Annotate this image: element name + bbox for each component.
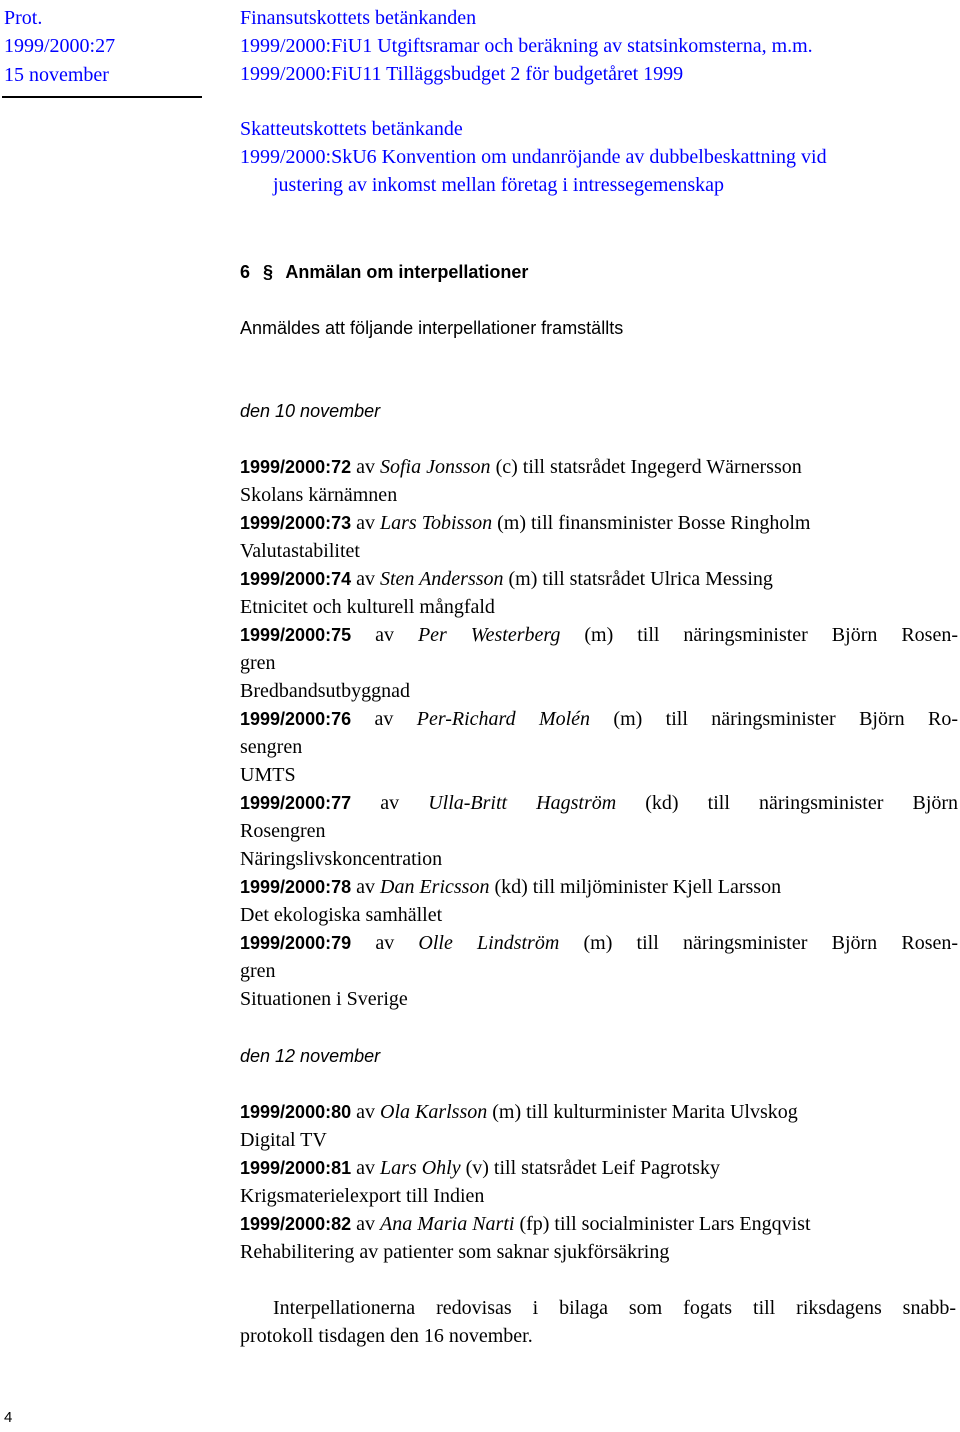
- fiu-heading: Finansutskottets betänkanden: [240, 7, 477, 29]
- interpellation-line: [240, 929, 958, 957]
- interpellation-topic: Näringslivskoncentration: [240, 848, 443, 870]
- interpellation-line-continued: gren: [240, 960, 276, 982]
- interpellation-recipient: (m) till näringsminister Björn Ro-: [613, 708, 958, 730]
- section-intro: Anmäldes att följande interpellationer framställts: [240, 318, 624, 338]
- interpellation-author: Lars Ohly: [380, 1157, 461, 1179]
- interpellation-av: av: [375, 624, 394, 646]
- interpellation-topic: Valutastabilitet: [240, 540, 360, 562]
- interpellation-recipient: (m) till finansminister Bosse Ringholm: [497, 512, 811, 534]
- interpellation-recipient: (kd) till näringsminister Björn: [645, 792, 959, 814]
- section-heading: [240, 258, 528, 286]
- fiu1-line: 1999/2000:FiU1 Utgiftsramar och beräkning av statsinkomsterna, m.m.: [240, 35, 813, 57]
- interpellation-recipient: (kd) till miljöminister Kjell Larsson: [494, 876, 782, 898]
- section-sign: §: [263, 262, 274, 282]
- interpellation-number: 1999/2000:76: [240, 709, 352, 729]
- interpellation-author: Ulla-Britt Hagström: [428, 792, 617, 814]
- margin-rule: [2, 96, 202, 98]
- interpellation-av: av: [356, 456, 375, 478]
- interpellation-av: av: [356, 1157, 375, 1179]
- sku6-line2: justering av inkomst mellan företag i intressegemenskap: [273, 174, 724, 196]
- interpellation-av: av: [356, 568, 375, 590]
- interpellation-number: 1999/2000:77: [240, 793, 352, 813]
- interpellation-av: av: [380, 792, 400, 814]
- interpellation-line: [240, 1210, 811, 1238]
- interpellation-recipient: (fp) till socialminister Lars Engqvist: [519, 1213, 811, 1235]
- interpellation-number: 1999/2000:78: [240, 877, 352, 897]
- interpellation-line-continued: sengren: [240, 736, 303, 758]
- interpellation-number: 1999/2000:74: [240, 569, 352, 589]
- interpellation-author: Dan Ericsson: [380, 876, 490, 898]
- interpellation-line: [240, 565, 773, 593]
- interpellation-av: av: [375, 932, 395, 954]
- interpellation-recipient: (m) till näringsminister Björn Rosen-: [584, 624, 958, 646]
- interpellation-line: [240, 705, 958, 733]
- interpellation-line: [240, 873, 781, 901]
- interpellation-line: [240, 1154, 720, 1182]
- margin-session: 1999/2000:27: [4, 35, 116, 57]
- interpellation-number: 1999/2000:73: [240, 513, 352, 533]
- interpellation-author: Sofia Jonsson: [380, 456, 491, 478]
- interpellation-line-continued: Rosengren: [240, 820, 326, 842]
- closing-line2: protokoll tisdagen den 16 november.: [240, 1325, 533, 1347]
- page-number: 4: [4, 1409, 13, 1426]
- interpellation-number: 1999/2000:75: [240, 625, 352, 645]
- closing-line1: Interpellationerna redovisas i bilaga som fogats till riksdagens snabb-: [273, 1297, 956, 1319]
- sku6-line1: 1999/2000:SkU6 Konvention om undanröjande av dubbelbeskattning vid: [240, 146, 827, 168]
- interpellation-number: 1999/2000:82: [240, 1214, 352, 1234]
- interpellation-recipient: (v) till statsrådet Leif Pagrotsky: [465, 1157, 720, 1179]
- interpellation-topic: Krigsmaterielexport till Indien: [240, 1185, 485, 1207]
- interpellation-author: Olle Lindström: [418, 932, 560, 954]
- interpellation-topic: Situationen i Sverige: [240, 988, 408, 1010]
- interpellation-av: av: [374, 708, 394, 730]
- sku-heading: Skatteutskottets betänkande: [240, 118, 463, 140]
- interpellation-number: 1999/2000:81: [240, 1158, 352, 1178]
- interpellation-line: [240, 1098, 798, 1126]
- interpellation-recipient: (m) till kulturminister Marita Ulvskog: [492, 1101, 798, 1123]
- interpellation-author: Per Westerberg: [417, 624, 561, 646]
- interpellation-line: [240, 621, 958, 649]
- interpellation-topic: Etnicitet och kulturell mångfald: [240, 596, 495, 618]
- interpellation-number: 1999/2000:80: [240, 1102, 352, 1122]
- interpellation-av: av: [356, 1101, 375, 1123]
- interpellation-line: [240, 789, 958, 817]
- interpellation-topic: UMTS: [240, 764, 296, 786]
- interpellation-topic: Bredbandsutbyggnad: [240, 680, 410, 702]
- interpellation-recipient: (c) till statsrådet Ingegerd Wärnersson: [495, 456, 802, 478]
- interpellation-author: Per-Richard Molén: [416, 708, 591, 730]
- date-heading-2: den 12 november: [240, 1046, 381, 1066]
- interpellation-topic: Digital TV: [240, 1129, 327, 1151]
- interpellation-topic: Rehabilitering av patienter som saknar sjukförsäkring: [240, 1241, 670, 1263]
- section-title: Anmälan om interpellationer: [285, 262, 529, 282]
- section-number: 6: [240, 262, 251, 282]
- interpellation-line: [240, 453, 802, 481]
- interpellation-author: Lars Tobisson: [380, 512, 493, 534]
- interpellation-number: 1999/2000:72: [240, 457, 352, 477]
- interpellation-av: av: [356, 512, 375, 534]
- interpellation-av: av: [356, 1213, 375, 1235]
- margin-prot: Prot.: [4, 7, 43, 29]
- interpellation-author: Ola Karlsson: [380, 1101, 488, 1123]
- interpellation-topic: Det ekologiska samhället: [240, 904, 443, 926]
- interpellation-recipient: (m) till statsrådet Ulrica Messing: [508, 568, 773, 590]
- margin-date: 15 november: [4, 64, 109, 86]
- interpellation-topic: Skolans kärnämnen: [240, 484, 398, 506]
- fiu11-line: 1999/2000:FiU11 Tilläggsbudget 2 för budgetåret 1999: [240, 63, 684, 85]
- interpellation-recipient: (m) till näringsminister Björn Rosen-: [583, 932, 959, 954]
- interpellation-line-continued: gren: [240, 652, 276, 674]
- interpellation-line: [240, 509, 810, 537]
- date-heading-1: den 10 november: [240, 401, 381, 421]
- interpellation-av: av: [356, 876, 375, 898]
- interpellation-author: Ana Maria Narti: [380, 1213, 515, 1235]
- interpellation-number: 1999/2000:79: [240, 933, 352, 953]
- interpellation-author: Sten Andersson: [380, 568, 504, 590]
